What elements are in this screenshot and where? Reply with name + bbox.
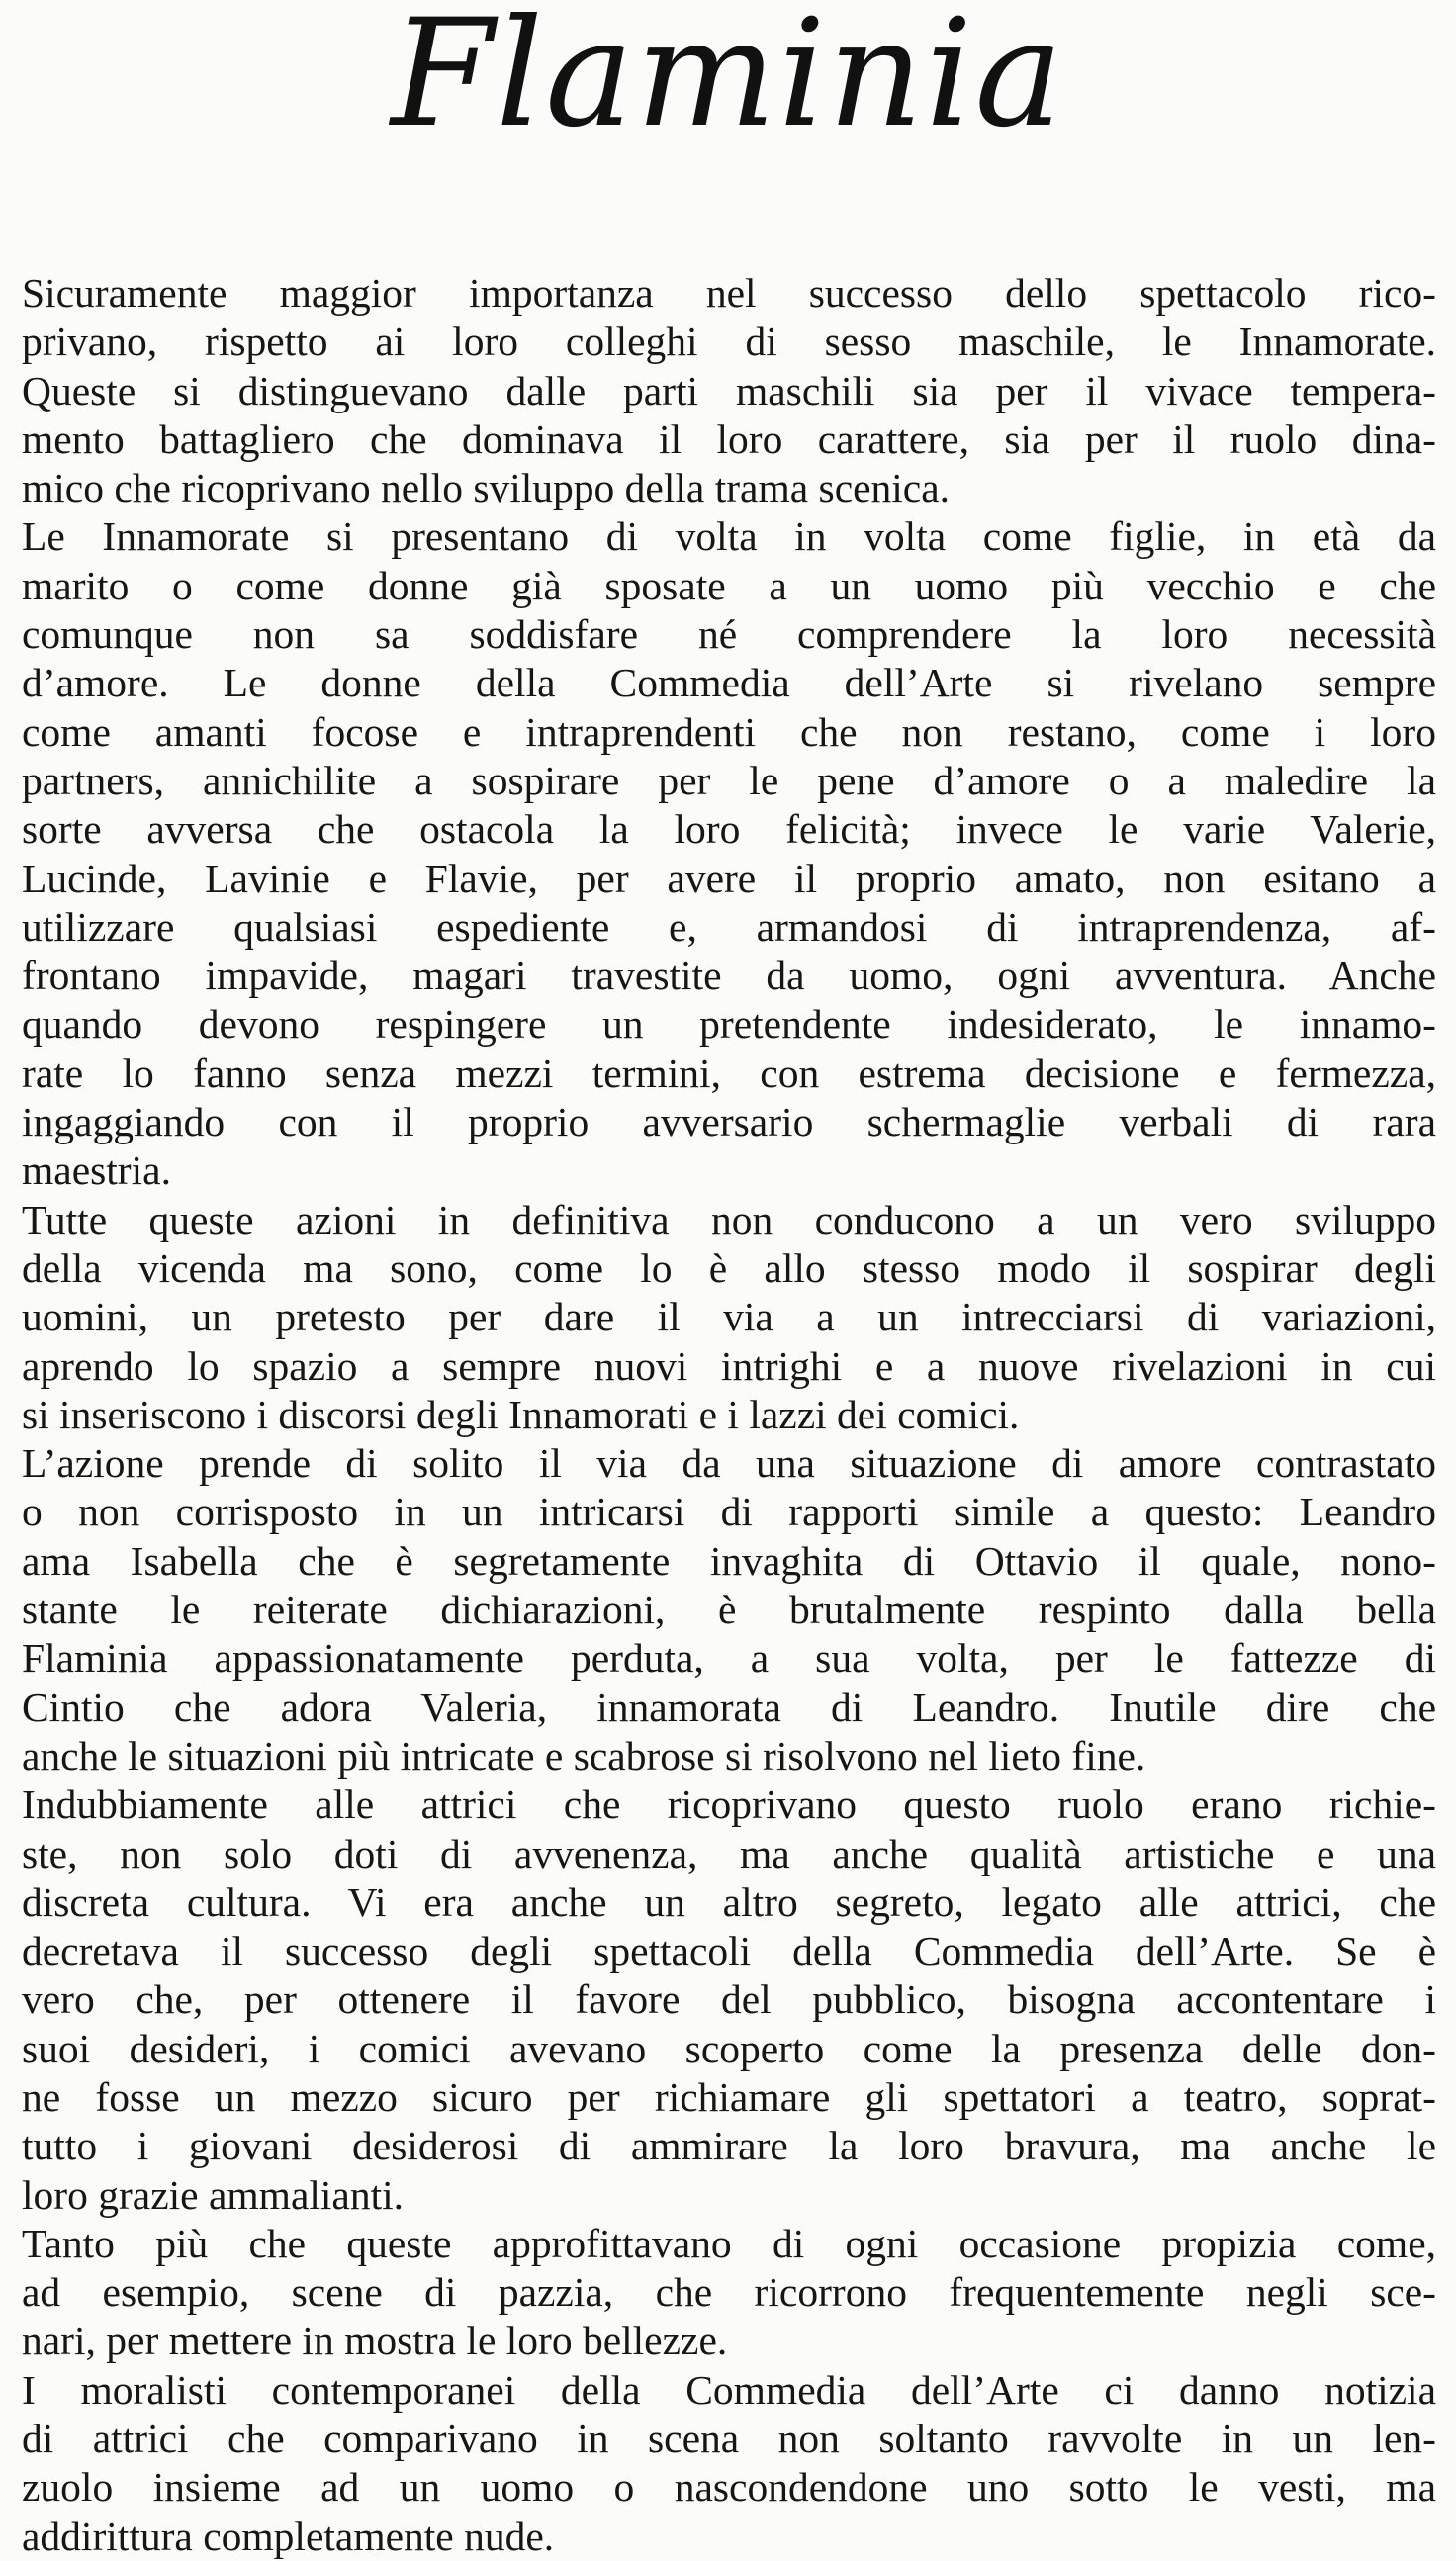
text-line: I moralisti contemporanei della Commedia dell’Arte ci danno notizia <box>22 2366 1436 2413</box>
text-line: rate lo fanno senza mezzi termini, con estrema decisione e fermezza, <box>22 1050 1436 1096</box>
text-line: ne fosse un mezzo sicuro per richiamare gli spettatori a teatro, soprat- <box>22 2073 1436 2120</box>
text-line: mico che ricoprivano nello sviluppo della trama scenica. <box>22 465 951 511</box>
paragraph <box>22 1439 1436 1781</box>
text-line: sorte avversa che ostacola la loro felicità; invece le varie Valerie, <box>22 806 1436 853</box>
text-line: nari, per mettere in mostra le loro bellezze. <box>22 2318 728 2364</box>
text-line: ama Isabella che è segretamente invaghita di Ottavio il quale, nono- <box>22 1537 1436 1584</box>
text-line: addirittura completamente nude. <box>22 2513 555 2559</box>
page-title: Flaminia <box>391 0 1065 160</box>
text-line: si inseriscono i discorsi degli Innamorati e i lazzi dei comici. <box>22 1391 1020 1437</box>
text-line: aprendo lo spazio a sempre nuovi intrighi e a nuove rivelazioni in cui <box>22 1342 1436 1389</box>
text-line: Le Innamorate si presentano di volta in volta come figlie, in età da <box>22 513 1436 560</box>
text-line: maestria. <box>22 1147 171 1194</box>
text-line: quando devono respingere un pretendente indesiderato, le innamo- <box>22 1001 1436 1048</box>
paragraph <box>22 269 1436 512</box>
paragraph <box>22 512 1436 1195</box>
text-line: Tutte queste azioni in definitiva non conducono a un vero sviluppo <box>22 1196 1436 1242</box>
text-line: di attrici che comparivano in scena non soltanto ravvolte in un len- <box>22 2416 1436 2462</box>
text-line: ad esempio, scene di pazzia, che ricorrono frequentemente negli sce- <box>22 2269 1436 2316</box>
text-line: della vicenda ma sono, come lo è allo stesso modo il sospirar degli <box>22 1244 1436 1291</box>
text-line: Sicuramente maggior importanza nel successo dello spettacolo rico- <box>22 270 1436 316</box>
text-line: privano, rispetto ai loro colleghi di sesso maschile, le Innamorate. <box>22 319 1436 365</box>
text-line: comunque non sa soddisfare né comprendere la loro necessità <box>22 611 1436 658</box>
text-line: partners, annichilite a sospirare per le pene d’amore o a maledire la <box>22 757 1436 803</box>
text-line: vero che, per ottenere il favore del pubblico, bisogna accontentare i <box>22 1976 1436 2023</box>
text-line: suoi desideri, i comici avevano scoperto come la presenza delle don- <box>22 2025 1436 2071</box>
body-text <box>22 269 1436 2561</box>
text-line: L’azione prende di solito il via da una situazione di amore contrastato <box>22 1440 1436 1487</box>
text-line: Cintio che adora Valeria, innamorata di Leandro. Inutile dire che <box>22 1684 1436 1730</box>
text-line: uomini, un pretesto per dare il via a un intrecciarsi di variazioni, <box>22 1294 1436 1340</box>
text-line: Lucinde, Lavinie e Flavie, per avere il proprio amato, non esitano a <box>22 855 1436 901</box>
text-line: Queste si distinguevano dalle parti maschili sia per il vivace tempera- <box>22 367 1436 413</box>
text-line: Flaminia appassionatamente perduta, a sua volta, per le fattezze di <box>22 1635 1436 1682</box>
paragraph <box>22 2366 1436 2561</box>
text-line: tutto i giovani desiderosi di ammirare la loro bravura, ma anche le <box>22 2123 1436 2169</box>
text-line: discreta cultura. Vi era anche un altro segreto, legato alle attrici, che <box>22 1878 1436 1925</box>
text-line: d’amore. Le donne della Commedia dell’Arte si rivelano sempre <box>22 660 1436 706</box>
text-line: decretava il successo degli spettacoli della Commedia dell’Arte. Se è <box>22 1928 1436 1974</box>
paragraph <box>22 1196 1436 1439</box>
text-line: ste, non solo doti di avvenenza, ma anche qualità artistiche e una <box>22 1830 1436 1876</box>
text-line: stante le reiterate dichiarazioni, è brutalmente respinto dalla bella <box>22 1587 1436 1633</box>
text-line: loro grazie ammalianti. <box>22 2171 405 2218</box>
text-line: mento battagliero che dominava il loro carattere, sia per il ruolo dina- <box>22 415 1436 462</box>
paragraph <box>22 2220 1436 2366</box>
paragraph <box>22 1781 1436 2220</box>
text-line: Indubbiamente alle attrici che ricoprivano questo ruolo erano richie- <box>22 1782 1436 1828</box>
text-line: marito o come donne già sposate a un uomo più vecchio e che <box>22 562 1436 608</box>
text-line: o non corrisposto in un intricarsi di rapporti simile a questo: Leandro <box>22 1489 1436 1535</box>
text-line: frontano impavide, magari travestite da uomo, ogni avventura. Anche <box>22 953 1436 999</box>
text-line: Tanto più che queste approfittavano di ogni occasione propizia come, <box>22 2220 1436 2266</box>
text-line: zuolo insieme ad un uomo o nascondendone uno sotto le vesti, ma <box>22 2464 1436 2511</box>
text-line: anche le situazioni più intricate e scabrose si risolvono nel lieto fine. <box>22 1732 1146 1779</box>
text-line: ingaggiando con il proprio avversario schermaglie verbali di rara <box>22 1099 1436 1145</box>
text-line: utilizzare qualsiasi espediente e, armandosi di intraprendenza, af- <box>22 903 1436 950</box>
text-line: come amanti focose e intraprendenti che non restano, come i loro <box>22 708 1436 755</box>
